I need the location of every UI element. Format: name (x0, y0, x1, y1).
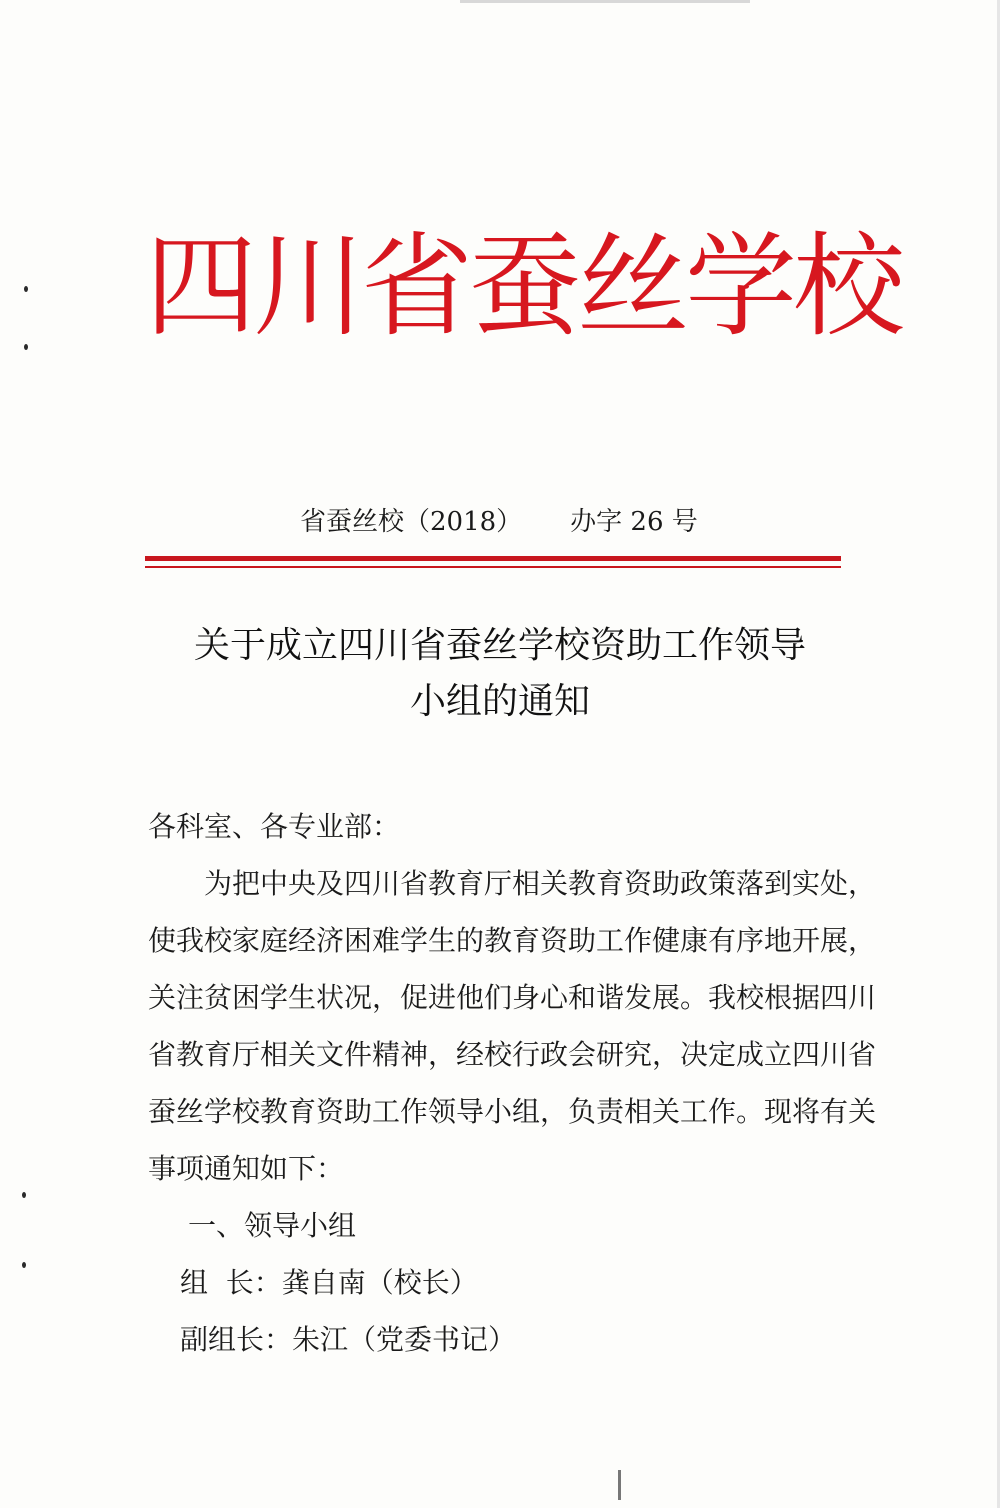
letterhead-rule-thick (145, 556, 841, 561)
salutation: 各科室、各专业部： (148, 810, 401, 843)
paragraph-line: 为把中央及四川省教育厅相关教育资助政策落到实处， (204, 867, 877, 900)
scan-top-mark (460, 0, 750, 3)
letterhead-rule-thin (145, 566, 841, 568)
leader-line: 组 长：龚自南（校长） (180, 1266, 478, 1299)
paragraph-line: 事项通知如下： (148, 1152, 345, 1185)
document-number-prefix: 省蚕丝校（2018） (300, 507, 523, 537)
body-paragraph (148, 855, 877, 1197)
paragraph-line: 蚕丝学校教育资助工作领导小组，负责相关工作。现将有关 (148, 1095, 877, 1128)
scan-speck (24, 286, 28, 292)
title-line-2: 小组的通知 (409, 681, 590, 722)
scan-speck (22, 1192, 26, 1198)
scan-speck (24, 344, 28, 350)
title-line-1: 关于成立四川省蚕丝学校资助工作领导 (193, 625, 806, 666)
letterhead-org-name: 四川省蚕丝学校 (145, 222, 901, 352)
paragraph-line: 使我校家庭经济困难学生的教育资助工作健康有序地开展， (148, 924, 877, 957)
paragraph-line: 省教育厅相关文件精神，经校行政会研究，决定成立四川省 (148, 1038, 877, 1071)
document-body (148, 798, 877, 1368)
section-heading: 一、领导小组 (188, 1209, 357, 1242)
scan-speck (22, 1262, 26, 1268)
deputy-leader-line: 副组长：朱江（党委书记） (180, 1323, 517, 1356)
document-number-suffix: 办字 26 号 (570, 507, 698, 537)
paragraph-line: 关注贫困学生状况，促进他们身心和谐发展。我校根据四川 (148, 981, 877, 1014)
document-number (300, 502, 720, 542)
document-title (150, 618, 850, 730)
scan-bottom-mark (618, 1470, 621, 1500)
